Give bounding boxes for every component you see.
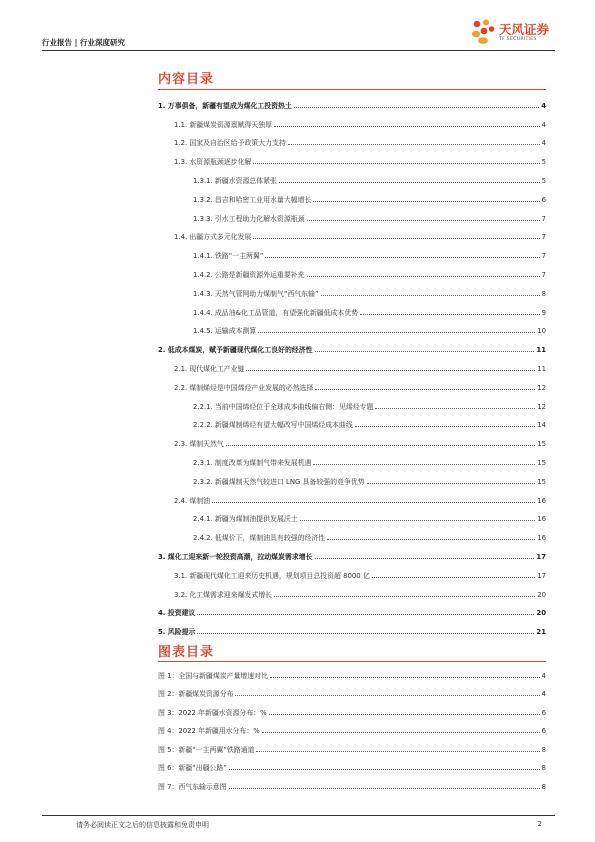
toc-entry[interactable] xyxy=(158,223,546,242)
list-of-figures xyxy=(158,661,546,791)
toc-leader-dots xyxy=(270,677,540,678)
toc-leader-dots xyxy=(300,520,536,521)
toc-entry-page: 4 xyxy=(541,139,546,148)
toc-leader-dots xyxy=(321,295,540,296)
toc-leader-dots xyxy=(313,201,539,202)
toc-entry-page: 17 xyxy=(537,571,546,580)
toc-entry-page: 8 xyxy=(541,745,546,754)
toc-entry[interactable] xyxy=(158,185,546,204)
toc-title: 内容目录 xyxy=(158,72,215,87)
toc-leader-dots xyxy=(253,163,539,164)
toc-entry[interactable] xyxy=(158,580,546,599)
toc-entry-label: 图 5：新疆“一主两翼”铁路通道 xyxy=(158,745,255,754)
toc-entry-label: 2.2.2. 新疆煤制烯烃有望大幅改写中国烯烃成本曲线 xyxy=(193,421,353,430)
header-category: 行业报告 | 行业深度研究 xyxy=(42,38,125,47)
toc-entry[interactable] xyxy=(158,698,546,717)
toc-entry[interactable] xyxy=(158,260,546,279)
toc-entry-page: 4 xyxy=(541,671,546,680)
toc-leader-dots xyxy=(279,182,540,183)
toc-leader-dots xyxy=(269,714,540,715)
toc-entry-page: 14 xyxy=(537,421,546,430)
toc-entry-page: 7 xyxy=(541,270,546,279)
toc-entry-page: 16 xyxy=(537,515,546,524)
toc-entry-page: 6 xyxy=(541,195,546,204)
toc-entry-label: 2. 低成本煤炭，赋予新疆现代煤化工良好的经济性 xyxy=(158,346,313,355)
toc-entry[interactable] xyxy=(158,91,546,110)
toc-entry-page: 5 xyxy=(541,176,546,185)
company-logo xyxy=(471,19,561,49)
figures-title: 图表目录 xyxy=(158,645,215,660)
toc-leader-dots xyxy=(315,389,535,390)
toc-entry[interactable] xyxy=(158,542,546,561)
toc-entry-label: 2.2.1. 当前中国烯烃位于全球成本曲线偏右侧：见烯烃专题 xyxy=(193,402,374,411)
toc-entry-page: 7 xyxy=(541,214,546,223)
toc-entry-label: 1.1. 新疆煤炭资源禀赋得天独厚 xyxy=(174,120,273,129)
toc-entry-page: 6 xyxy=(541,708,546,717)
toc-leader-dots xyxy=(229,788,540,789)
toc-entry[interactable] xyxy=(158,429,546,448)
toc-entry[interactable] xyxy=(158,717,546,736)
toc-entry-label: 1.2. 国家及自治区给予政策大力支持 xyxy=(174,139,286,148)
toc-entry[interactable] xyxy=(158,486,546,505)
toc-leader-dots xyxy=(246,370,535,371)
toc-entry-page: 15 xyxy=(537,477,546,486)
toc-entry[interactable] xyxy=(158,448,546,467)
toc-entry-page: 17 xyxy=(536,552,546,561)
toc-entry-page: 7 xyxy=(541,233,546,242)
toc-entry[interactable] xyxy=(158,317,546,336)
toc-entry-label: 4. 投资建议 xyxy=(158,609,196,618)
toc-leader-dots xyxy=(355,426,535,427)
toc-entry-page: 7 xyxy=(541,252,546,261)
toc-entry[interactable] xyxy=(158,523,546,542)
logo-name: 天风证券 xyxy=(499,22,550,37)
toc-leader-dots xyxy=(307,276,540,277)
toc-leader-dots xyxy=(235,695,539,696)
toc-entry-label: 1.4.3. 天然气管网助力煤制气“西气东输” xyxy=(193,289,319,298)
toc-entry-label: 2.1. 现代煤化工产业链 xyxy=(174,364,245,373)
toc-entry-page: 15 xyxy=(537,458,546,467)
toc-entry[interactable] xyxy=(158,129,546,148)
toc-entry-label: 1.3.2. 昌吉和哈密工业用水量大幅增长 xyxy=(193,195,312,204)
toc-entry-page: 21 xyxy=(536,628,546,637)
toc-entry-label: 2.2. 煤制烯烃是中国烯烃产业发展的必然选择 xyxy=(174,383,314,392)
toc-entry-page: 16 xyxy=(537,496,546,505)
toc-entry-page: 8 xyxy=(541,764,546,772)
toc-entry-label: 1.4.1. 铁路“一主两翼” xyxy=(193,252,264,261)
toc-leader-dots xyxy=(327,539,535,540)
toc-entry-label: 1.3. 水资源瓶颈逐步化解 xyxy=(174,158,252,167)
toc-leader-dots xyxy=(307,220,540,221)
toc-entry-page: 20 xyxy=(536,609,546,618)
toc-entry-label: 2.3. 煤制天然气 xyxy=(174,440,224,449)
toc-leader-dots xyxy=(212,502,535,503)
toc-entry[interactable] xyxy=(158,735,546,754)
toc-entry-label: 1.3.1. 新疆水资源总体紧张 xyxy=(193,176,277,185)
toc-entry-page: 4 xyxy=(541,690,546,698)
toc-entry[interactable] xyxy=(158,754,546,773)
toc-entry-label: 图 6：新疆“出疆公路” xyxy=(158,764,227,772)
toc-leader-dots xyxy=(274,596,535,597)
toc-entry-label: 3.1. 新疆现代煤化工迎来历史机遇，规划项目总投资超 8000 亿 xyxy=(174,571,370,580)
footer-divider xyxy=(42,815,555,816)
toc-leader-dots xyxy=(375,408,535,409)
toc-entry-label: 图 3：2022 年新疆水资源分布：% xyxy=(158,708,267,717)
toc-leader-dots xyxy=(256,751,539,752)
toc-entry-label: 2.3.1. 制度改革为煤制气带来发展机遇 xyxy=(193,458,312,467)
toc-leader-dots xyxy=(226,445,535,446)
toc-entry-label: 3. 煤化工迎来新一轮投资高潮，拉动煤炭需求增长 xyxy=(158,552,313,561)
toc-entry[interactable] xyxy=(158,505,546,524)
toc-leader-dots xyxy=(288,144,540,145)
toc-leader-dots xyxy=(253,238,539,239)
toc-entry[interactable] xyxy=(158,204,546,223)
toc-entry-page: 9 xyxy=(541,308,546,317)
toc-entry[interactable] xyxy=(158,335,546,354)
toc-entry[interactable] xyxy=(158,392,546,411)
header-divider xyxy=(42,50,555,51)
toc-entry-page: 12 xyxy=(537,402,546,411)
toc-leader-dots xyxy=(315,558,535,559)
toc-entry-page: 15 xyxy=(537,440,546,449)
toc-leader-dots xyxy=(313,464,535,465)
toc-entry[interactable] xyxy=(158,661,546,680)
toc-entry-page: 6 xyxy=(541,727,546,735)
toc-entry-label: 2.4.1. 新疆为煤制油提供发展沃土 xyxy=(193,515,298,524)
toc-entry-label: 1.4.4. 成品油&化工品管道，有望强化新疆低成本优势 xyxy=(193,308,359,317)
toc-entry[interactable] xyxy=(158,680,546,699)
table-of-contents xyxy=(158,91,546,636)
toc-entry-label: 1.4.2. 公路是新疆资源外运重要补充 xyxy=(193,270,305,279)
toc-leader-dots xyxy=(274,126,540,127)
toc-entry-page: 11 xyxy=(536,346,546,355)
toc-entry[interactable] xyxy=(158,617,546,636)
toc-entry-page: 12 xyxy=(537,383,546,392)
toc-entry-page: 4 xyxy=(541,101,546,110)
logo-icon xyxy=(471,19,495,45)
toc-leader-dots xyxy=(258,332,535,333)
toc-entry[interactable] xyxy=(158,147,546,166)
toc-entry[interactable] xyxy=(158,298,546,317)
toc-entry-page: 8 xyxy=(541,289,546,298)
toc-leader-dots xyxy=(197,614,534,615)
toc-entry-label: 图 2：新疆煤炭资源分布 xyxy=(158,690,234,698)
toc-entry[interactable] xyxy=(158,354,546,373)
toc-entry[interactable] xyxy=(158,373,546,392)
toc-leader-dots xyxy=(360,314,540,315)
toc-leader-dots xyxy=(262,732,540,733)
toc-entry[interactable] xyxy=(158,411,546,430)
toc-entry[interactable] xyxy=(158,241,546,260)
toc-entry[interactable] xyxy=(158,166,546,185)
toc-title-divider xyxy=(158,89,546,90)
toc-leader-dots xyxy=(372,577,535,578)
toc-entry[interactable] xyxy=(158,110,546,129)
toc-leader-dots xyxy=(367,483,536,484)
toc-entry-page: 16 xyxy=(537,534,546,543)
page-number: 2 xyxy=(537,820,542,828)
toc-entry-label: 1.4.5. 运输成本测算 xyxy=(193,327,257,336)
toc-entry-page: 8 xyxy=(541,782,546,791)
toc-entry-label: 1.4. 出疆方式多元化发展 xyxy=(174,233,252,242)
toc-leader-dots xyxy=(197,633,534,634)
toc-leader-dots xyxy=(315,351,535,352)
toc-entry-label: 2.4. 煤制油 xyxy=(174,496,211,505)
toc-entry-label: 图 7：西气东输示意图 xyxy=(158,782,227,791)
toc-entry[interactable] xyxy=(158,279,546,298)
toc-entry[interactable] xyxy=(158,561,546,580)
toc-entry-page: 20 xyxy=(537,590,546,599)
footer-disclaimer: 请务必阅读正文之后的信息披露和免责申明 xyxy=(76,821,209,829)
logo-subtitle: TF SECURITIES xyxy=(499,37,537,42)
toc-entry-page: 4 xyxy=(541,120,546,129)
toc-entry[interactable] xyxy=(158,772,546,791)
toc-entry-label: 3.2. 化工煤需求迎来爆发式增长 xyxy=(174,590,273,599)
toc-entry-page: 5 xyxy=(541,158,546,167)
toc-entry-label: 5. 风险提示 xyxy=(158,628,196,637)
toc-entry-label: 1. 万事俱备，新疆有望成为煤化工投资热土 xyxy=(158,101,292,110)
toc-entry-label: 图 1：全国与新疆煤炭产量增速对比 xyxy=(158,671,268,680)
toc-entry[interactable] xyxy=(158,467,546,486)
toc-entry[interactable] xyxy=(158,599,546,618)
toc-entry-page: 11 xyxy=(537,364,546,373)
toc-leader-dots xyxy=(294,107,539,108)
toc-leader-dots xyxy=(265,257,539,258)
toc-entry-label: 图 4：2022 年新疆用水分布：% xyxy=(158,727,260,735)
toc-entry-label: 2.3.2. 新疆煤制天然气较进口 LNG 具备较强的竞争优势 xyxy=(193,477,365,486)
toc-entry-label: 1.3.3. 引水工程助力化解水资源瓶颈 xyxy=(193,214,305,223)
toc-entry-label: 2.4.2. 低煤价下，煤制油具有较强的经济性 xyxy=(193,534,326,543)
toc-leader-dots xyxy=(229,769,540,770)
toc-entry-page: 10 xyxy=(537,327,546,336)
